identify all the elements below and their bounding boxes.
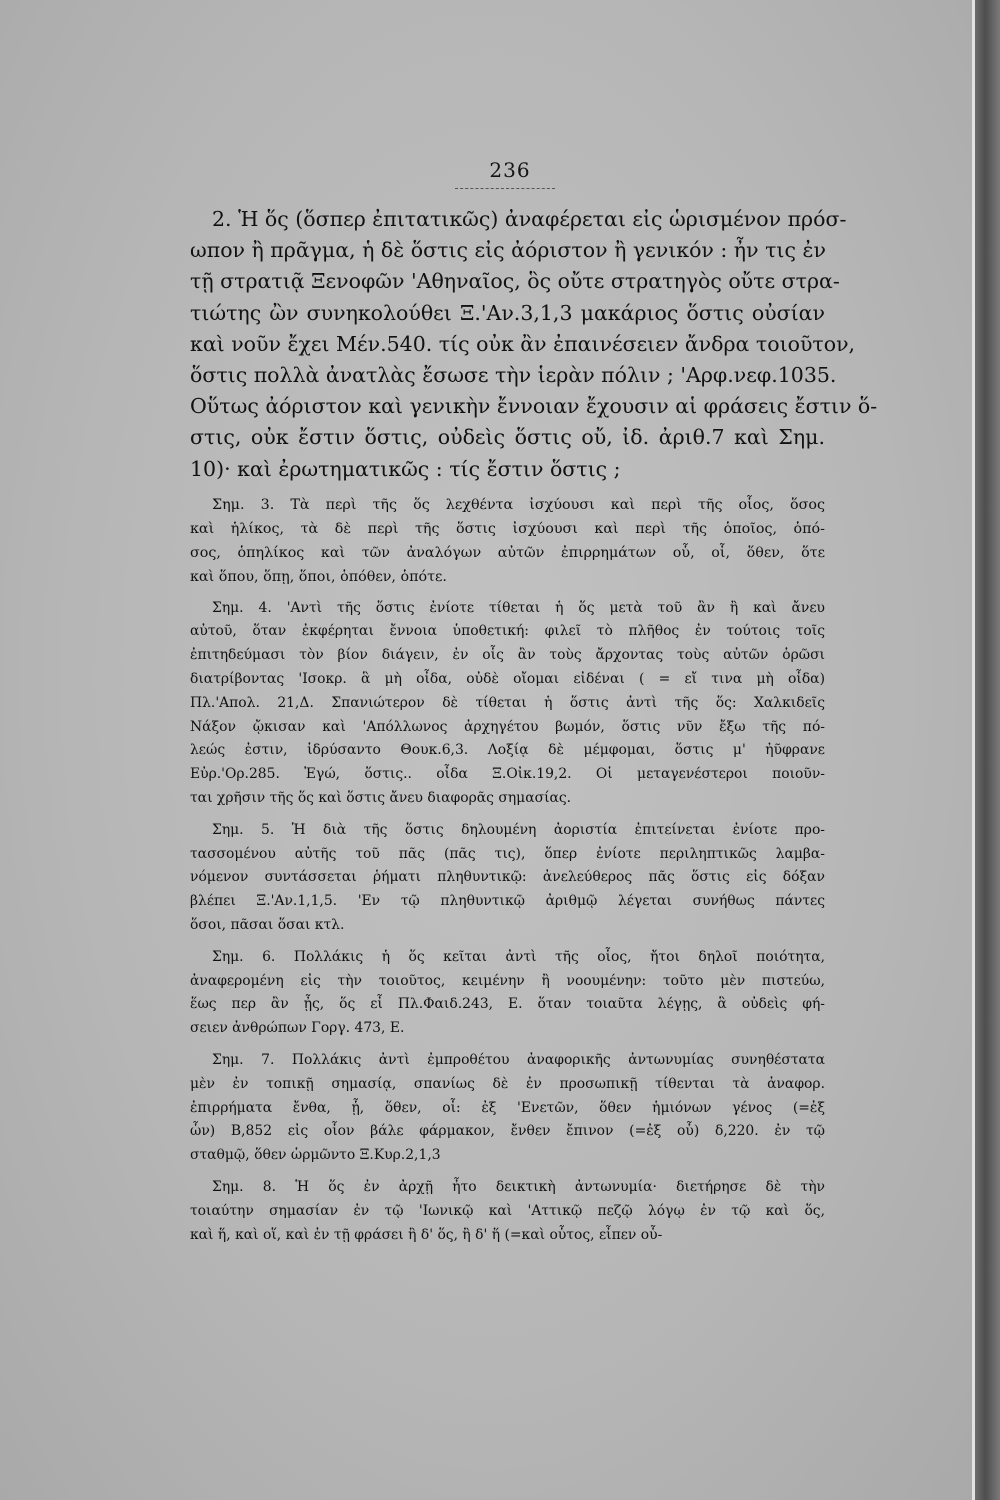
book-gutter xyxy=(975,0,1000,1500)
paragraph-line: 10)· καὶ ἐρωτηματικῶς : τίς ἔστιν ὅστις ; xyxy=(190,456,621,481)
note-line: ἕως περ ἂν ᾖς, ὅς εἶ Πλ.Φαιδ.243, Ε. ὅταν τοιαῦτα λέγῃς, ἃ οὐδεὶς φή- xyxy=(190,996,825,1013)
note-line: Πλ.'Απολ. 21,Δ. Σπανιώτερον δὲ τίθεται ἡ ὅστις ἀντὶ τῆς ὅς: Χαλκιδεῖς xyxy=(190,694,825,711)
paragraph-line: καὶ νοῦν ἔχει Μέν.540. τίς οὐκ ἂν ἐπαινέσειεν ἄνδρα τοιοῦτον, xyxy=(190,331,856,356)
note-line: ἐπιτηδεύμασι τὸν βίον διάγειν, ἐν οἷς ἂν τοὺς ἄρχοντας τοὺς αὐτῶν ὁρῶσι xyxy=(190,647,825,664)
note-line: μὲν ἐν τοπικῇ σημασίᾳ, σπανίως δὲ ἐν προσωπικῇ τίθενται τὰ ἀναφορ. xyxy=(190,1075,825,1092)
note-line: νόμενον συντάσσεται ῥήματι πληθυντικῷ: ἀνελεύθερος πᾶς ὅστις εἰς δόξαν xyxy=(190,869,825,886)
text-block xyxy=(190,204,878,1247)
note-line: ἀναφερομένη εἰς τὴν τοιοῦτος, κειμένην ἢ νοουμένην: τοῦτο μὲν πιστεύω, xyxy=(190,972,825,989)
page-number: 236 xyxy=(489,158,531,182)
note-line: λεώς ἐστιν, ἱδρύσαντο Θουκ.6,3. Λοξίᾳ δὲ μέμφομαι, ὅστις μ' ἠῦφρανε xyxy=(190,742,825,759)
note-line: τοιαύτην σημασίαν ἐν τῷ 'Ιωνικῷ καὶ 'Αττικῷ πεζῷ λόγῳ ἐν τῷ καὶ ὅς, xyxy=(190,1202,825,1219)
paragraph-line: Οὕτως ἀόριστον καὶ γενικὴν ἔννοιαν ἔχουσιν αἱ φράσεις ἔστιν ὅ- xyxy=(190,394,878,419)
paragraph-line: 2. Ἡ ὅς (ὅσπερ ἐπιτατικῶς) ἀναφέρεται εἰς ὡρισμένον πρόσ- xyxy=(212,207,847,231)
note-line: καὶ ὅπου, ὅπῃ, ὅποι, ὁπόθεν, ὁπότε. xyxy=(190,568,447,585)
note-line: Σημ. 5. Ἡ διὰ τῆς ὅστις δηλουμένη ἀοριστία ἐπιτείνεται ἐνίοτε προ- xyxy=(212,821,825,838)
paragraph-line: τῇ στρατιᾷ Ξενοφῶν 'Αθηναῖος, ὃς οὔτε στρατηγὸς οὔτε στρα- xyxy=(190,269,840,294)
note-block xyxy=(190,1176,825,1247)
note-block xyxy=(190,597,825,811)
paragraph-line: ὅστις πολλὰ ἀνατλὰς ἔσωσε τὴν ἱερὰν πόλιν ; 'Αρφ.νεφ.1035. xyxy=(190,362,837,387)
paragraph-line: ωπον ἢ πρᾶγμα, ἡ δὲ ὅστις εἰς ἀόριστον ἢ γενικόν : ἦν τις ἐν xyxy=(190,238,826,263)
note-line: ἐπιρρήματα ἔνθα, ᾗ, ὅθεν, οἷ: ἐξ 'Ενετῶν, ὅθεν ἡμιόνων γένος (=ἐξ xyxy=(190,1099,825,1116)
note-line: ται χρῆσιν τῆς ὅς καὶ ὅστις ἄνευ διαφορᾶς σημασίας. xyxy=(190,790,572,807)
paragraph-line: τιώτης ὢν συνηκολούθει Ξ.'Αν.3,1,3 μακάριος ὅστις οὐσίαν xyxy=(190,300,825,325)
header-rule xyxy=(455,188,555,189)
note-block xyxy=(190,819,825,938)
note-line: τασσομένου αὐτῆς τοῦ πᾶς (πᾶς τις), ὅπερ ἐνίοτε περιληπτικῶς λαμβα- xyxy=(190,845,825,862)
note-line: Σημ. 3. Τὰ περὶ τῆς ὅς λεχθέντα ἰσχύουσι καὶ περὶ τῆς οἷος, ὅσος xyxy=(212,496,825,513)
note-line: αὐτοῦ, ὅταν ἐκφέρηται ἔννοια ὑποθετική: φιλεῖ τὸ πλῆθος ἐν τούτοις τοῖς xyxy=(190,623,825,640)
note-line: σταθμῷ, ὅθεν ὡρμῶντο Ξ.Κυρ.2,1,3 xyxy=(190,1147,441,1164)
note-line: Εὐρ.'Ορ.285. Ἐγώ, ὅστις.. οἶδα Ξ.Οἰκ.19,2. Οἱ μεταγενέστεροι ποιοῦν- xyxy=(190,766,825,783)
note-line: καὶ ἥ, καὶ οἵ, καὶ ἐν τῇ φράσει ἢ δ' ὅς, ἢ δ' ἥ (=καὶ οὗτος, εἶπεν οὗ- xyxy=(190,1226,663,1243)
note-line: βλέπει Ξ.'Αν.1,1,5. 'Εν τῷ πληθυντικῷ ἀριθμῷ λέγεται συνήθως πάντες xyxy=(190,893,825,910)
note-line: ὅσοι, πᾶσαι ὅσαι κτλ. xyxy=(190,917,345,934)
notes-section xyxy=(190,493,825,1248)
note-line: Σημ. 4. 'Αντὶ τῆς ὅστις ἐνίοτε τίθεται ἡ ὅς μετὰ τοῦ ἂν ἢ καὶ ἄνευ xyxy=(212,599,825,616)
note-line: Νάξον ᾤκισαν καὶ 'Απόλλωνος ἀρχηγέτου βωμόν, ὅστις νῦν ἔξω τῆς πό- xyxy=(190,718,825,735)
note-line: διατρίβοντας 'Ισοκρ. ἃ μὴ οἶδα, οὐδὲ οἴομαι εἰδέναι ( = εἴ τινα μὴ οἶδα) xyxy=(190,671,825,688)
main-paragraph xyxy=(190,204,878,485)
note-line: Σημ. 6. Πολλάκις ἡ ὅς κεῖται ἀντὶ τῆς οἷος, ἤτοι δηλοῖ ποιότητα, xyxy=(212,948,825,965)
note-block xyxy=(190,1049,825,1168)
note-line: σειεν ἀνθρώπων Γοργ. 473, Ε. xyxy=(190,1020,405,1037)
note-line: Σημ. 8. Ἡ ὅς ἐν ἀρχῇ ἦτο δεικτικὴ ἀντωνυμία· διετήρησε δὲ τὴν xyxy=(212,1179,825,1196)
note-line: Σημ. 7. Πολλάκις ἀντὶ ἐμπροθέτου ἀναφορικῆς ἀντωνυμίας συνηθέστατα xyxy=(212,1052,825,1069)
note-block xyxy=(190,946,825,1041)
note-line: σος, ὁπηλίκος καὶ τῶν ἀναλόγων αὐτῶν ἐπιρρημάτων οὗ, οἷ, ὅθεν, ὅτε xyxy=(190,544,825,561)
note-line: ὧν) Β,852 εἰς οἷον βάλε φάρμακον, ἔνθεν ἔπινον (=ἐξ οὗ) δ,220. ἐν τῷ xyxy=(190,1123,825,1140)
note-block xyxy=(190,493,825,589)
note-line: καὶ ἡλίκος, τὰ δὲ περὶ τῆς ὅστις ἰσχύουσι καὶ περὶ τῆς ὁποῖος, ὁπό- xyxy=(190,520,825,537)
paragraph-line: στις, οὐκ ἔστιν ὅστις, οὐδεὶς ὅστις οὔ, ἰδ. ἀριθ.7 καὶ Σημ. xyxy=(190,425,825,450)
